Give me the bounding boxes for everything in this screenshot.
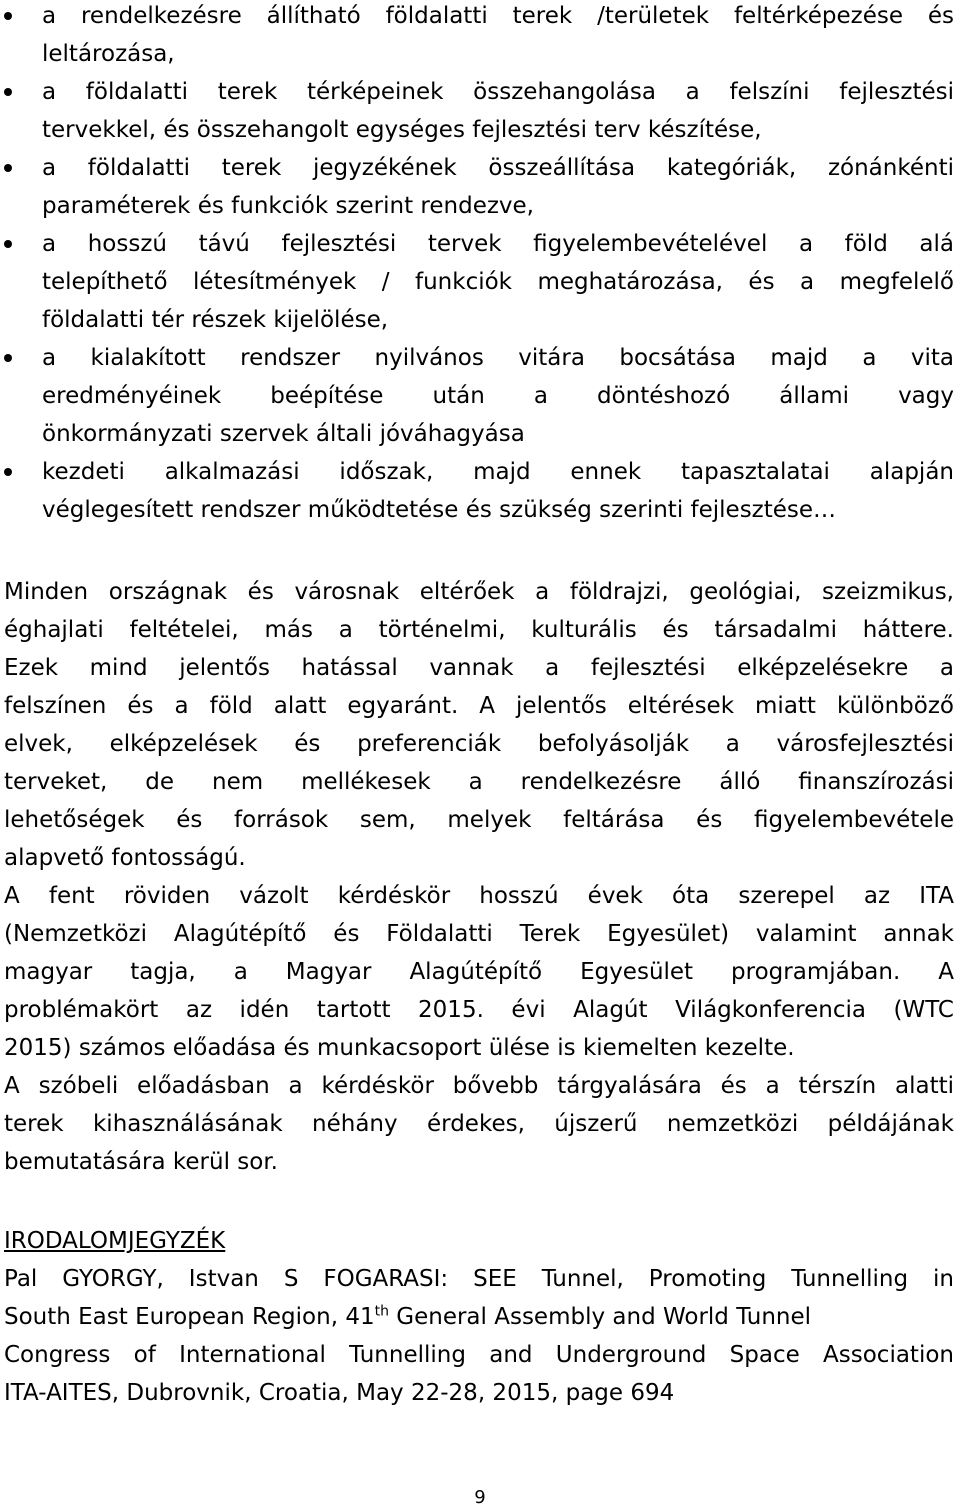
paragraph-line: terveket, de nem mellékesek a rendelkezésre álló finanszírozási — [4, 769, 954, 795]
paragraph-line: A szóbeli előadásban a kérdéskör bővebb tárgyalására és a térszín alatti — [4, 1073, 954, 1099]
paragraph-line: A fent röviden vázolt kérdéskör hosszú évek óta szerepel az ITA — [4, 883, 954, 909]
ordinal-superscript: th — [374, 1303, 389, 1320]
bullet-point-icon — [4, 88, 12, 96]
paragraph-line: alapvető fontosságú. — [4, 845, 246, 871]
paragraph-line: 2015) számos előadása és munkacsoport ülése is kiemelten kezelte. — [4, 1035, 795, 1061]
bullet-point-icon — [4, 468, 12, 476]
paragraph-line: elvek, elképzelések és preferenciák befolyásolják a városfejlesztési — [4, 731, 954, 757]
paragraph-line: Minden országnak és városnak eltérőek a földrajzi, geológiai, szeizmikus, — [4, 579, 954, 605]
paragraph-line: magyar tagja, a Magyar Alagútépítő Egyesület programjában. A — [4, 959, 954, 985]
reference-line-3: Congress of International Tunnelling and Underground Space Association — [4, 1342, 954, 1368]
bullet-6-line-2: véglegesített rendszer működtetése és szükség szerinti fejlesztése… — [42, 497, 837, 523]
bullet-5-line-3: önkormányzati szervek általi jóváhagyása — [42, 421, 525, 447]
paragraph-line: lehetőségek és források sem, melyek feltárása és figyelembevétele — [4, 807, 954, 833]
bullet-1-line-2: leltározása, — [42, 41, 175, 67]
paragraph-line: (Nemzetközi Alagútépítő és Földalatti Terek Egyesület) valamint annak — [4, 921, 954, 947]
references-heading: IRODALOMJEGYZÉK — [4, 1228, 226, 1254]
bullet-point-icon — [4, 164, 12, 172]
paragraph-line: problémakört az idén tartott 2015. évi Alagút Világkonferencia (WTC — [4, 997, 954, 1023]
bullet-point-icon — [4, 240, 12, 248]
reference-line-2 — [4, 1302, 954, 1332]
bullet-6-line-1: kezdeti alkalmazási időszak, majd ennek tapasztalatai alapján — [42, 459, 954, 485]
bullet-point-icon — [4, 354, 12, 362]
paragraph-line: éghajlati feltételei, más a történelmi, kulturális és társadalmi háttere. — [4, 617, 954, 643]
paragraph-line: terek kihasználásának néhány érdekes, újszerű nemzetközi példájának — [4, 1111, 954, 1137]
bullet-3-line-2: paraméterek és funkciók szerint rendezve, — [42, 193, 534, 219]
bullet-3-line-1: a földalatti terek jegyzékének összeállítása kategóriák, zónánkénti — [42, 155, 954, 181]
bullet-4-line-1: a hosszú távú fejlesztési tervek figyelembevételével a föld alá — [42, 231, 954, 257]
paragraph-line: felszínen és a föld alatt egyaránt. A jelentős eltérések miatt különböző — [4, 693, 954, 719]
bullet-1-line-1: a rendelkezésre állítható földalatti terek /területek feltérképezése és — [42, 3, 954, 29]
bullet-5-line-1: a kialakított rendszer nyilvános vitára bocsátása majd a vita — [42, 345, 954, 371]
bullet-5-line-2: eredményéinek beépítése után a döntéshozó állami vagy — [42, 383, 954, 409]
paragraph-line: Ezek mind jelentős hatással vannak a fejlesztési elképzelésekre a — [4, 655, 954, 681]
reference-line-2-end: General Assembly and World Tunnel — [388, 1304, 812, 1330]
reference-line-1: Pal GYORGY, Istvan S FOGARASI: SEE Tunnel, Promoting Tunnelling in — [4, 1266, 954, 1292]
reference-line-4: ITA-AITES, Dubrovnik, Croatia, May 22-28, 2015, page 694 — [4, 1380, 675, 1406]
bullet-4-line-3: földalatti tér részek kijelölése, — [42, 307, 389, 333]
reference-line-2-start: South East European Region, 41 — [4, 1304, 375, 1330]
bullet-point-icon — [4, 12, 12, 20]
bullet-2-line-1: a földalatti terek térképeinek összehangolása a felszíni fejlesztési — [42, 79, 954, 105]
paragraph-line: bemutatására kerül sor. — [4, 1149, 278, 1175]
bullet-2-line-2: tervekkel, és összehangolt egységes fejlesztési terv készítése, — [42, 117, 762, 143]
page-number: 9 — [474, 1487, 486, 1508]
bullet-4-line-2: telepíthető létesítmények / funkciók meghatározása, és a megfelelő — [42, 269, 954, 295]
